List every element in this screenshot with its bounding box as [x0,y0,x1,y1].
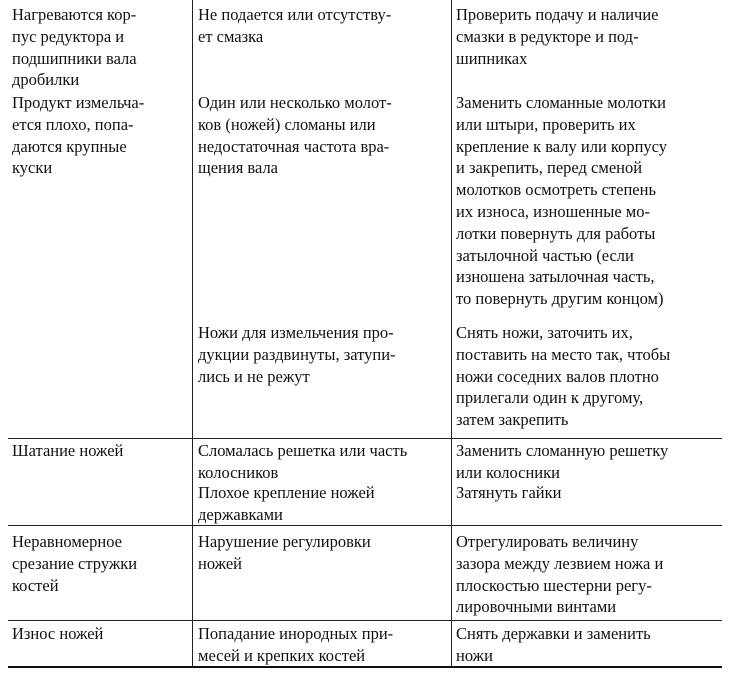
row-2-problem: Продукт измельча- ется плохо, попа- даются крупные куски [12,93,145,178]
row-2-remedy-1: Заменить сломанные молотки или штыри, проверить их крепление к валу или корпусу и закрепить, перед сменой молотков осмотреть степень их износа, изношенные мо- лотки повернуть для работы затылочной частью (если изношена затылочная часть, то повернуть другим концом) [456,93,668,309]
row-divider-1 [8,438,722,439]
row-2-cause-2: Ножи для измельчения про- дукции раздвинуты, затупи- лись и не режут [198,323,396,386]
row-5-cause: Попадание инородных при- месей и крепких костей [198,624,394,665]
row-3-cause-1: Сломалась решетка или часть колосников [198,441,408,482]
row-5-problem: Износ ножей [12,624,104,643]
row-4-cause: Нарушение регулировки ножей [198,532,371,573]
row-4-problem: Неравномерное срезание стружки костей [12,532,138,595]
row-2-remedy-2: Снять ножи, заточить их, поставить на место так, чтобы ножи соседних валов плотно прилегали один к другому, затем закрепить [456,323,671,430]
row-3-cause-2: Плохое крепление ножей державками [198,483,375,524]
row-1-problem: Нагреваются кор- пус редуктора и подшипники вала дробилки [12,5,137,90]
column-divider-1 [192,0,193,668]
row-divider-3 [8,620,722,621]
row-2-cause-1: Один или несколько молот- ков (ножей) сломаны или недостаточная частота вра- щения вала [198,93,392,178]
row-3-problem: Шатание ножей [12,441,124,460]
row-3-remedy-2: Затянуть гайки [456,483,562,502]
row-1-remedy: Проверить подачу и наличие смазки в редукторе и под- шипниках [456,5,659,68]
row-3-remedy-1: Заменить сломанную решетку или колосники [456,441,669,482]
row-5-remedy: Снять державки и заменить ножи [456,624,651,665]
row-4-remedy: Отрегулировать величину зазора между лезвием ножа и плоскостью шестерни регу- лировочными винтами [456,532,664,617]
row-1-cause: Не подается или отсутству- ет смазка [198,5,392,46]
column-divider-2 [451,0,452,668]
